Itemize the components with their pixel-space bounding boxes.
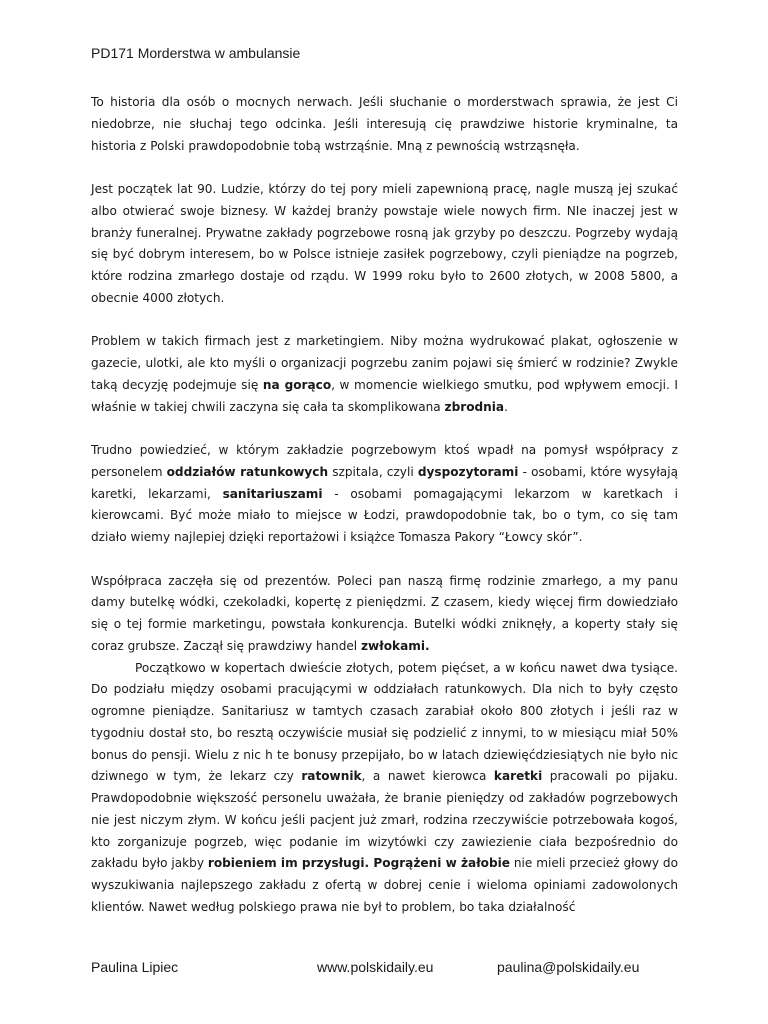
- bold-phrase: sanitariuszami: [222, 486, 323, 501]
- footer-website-link[interactable]: www.polskidaily.eu: [317, 959, 434, 975]
- paragraph-envelopes: [91, 658, 678, 919]
- bold-phrase: karetki: [493, 769, 543, 784]
- paragraph-text: pracowali po pijaku. Prawdopodobnie większość personelu uważała, że branie pieniędzy od zakładów pogrzebowych nie jest niczym złym. W końcu jeśli pacjent już zmarł, rodzina rzeczywiście potrzebowała kogoś, kto zorganizuje pogrzeb, więc podanie im wizytówki czy zawiezienie ciała bezpośrednio do zakładu było jakby: [91, 769, 678, 871]
- paragraph-marketing: [91, 331, 678, 418]
- bold-phrase: zwłokami.: [361, 638, 430, 653]
- paragraph-text: - osobami, które wysyłają karetki, lekarzami,: [91, 464, 678, 501]
- paragraph-text: Jest początek lat 90. Ludzie, którzy do tej pory mieli zapewnioną pracę, nagle muszą jej szukać albo otwierać swoje biznesy. W każdej branży powstaje wiele nowych firm. NIe inaczej jest w branży funeralnej. Prywatne zakłady pogrzebowe rosną jak grzyby po deszczu. Pogrzeby wydają się być dobrym interesem, bo w Polsce istnieje zasiłek pogrzebowy, czyli pieniądze na pogrzeb, które rodzina zmarłego dostaje od rządu. W 1999 roku było to 2600 złotych, w 2008 5800, a obecnie 4000 złotych.: [91, 182, 678, 305]
- footer-email-link[interactable]: paulina@polskidaily.eu: [497, 959, 640, 975]
- paragraph-text: nie mieli przecież głowy do wyszukiwania najlepszego zakładu z ofertą w dobrej cenie i wieloma opiniami zadowolonych klientów. Nawet według polskiego prawa nie był to problem, bo taka działalność: [91, 856, 678, 914]
- paragraph-text: szpitala, czyli: [328, 464, 418, 479]
- bold-phrase: na gorąco: [262, 377, 332, 392]
- paragraph-text: - osobami pomagającymi lekarzom w karetkach i kierowcami. Być może miało to miejsce w Łodzi, prawdopodobnie tak, bo o tym, co się tam działo wiemy najlepiej dzięki reportażowi i książce Tomasza Pakory “Łowcy skór”.: [91, 486, 678, 544]
- paragraph-text: Początkowo w kopertach dwieście złotych, potem pięćset, a w końcu nawet dwa tysiące. Do podziału między osobami pracującymi w oddziałach ratunkowych. Dla nich to były często ogromne pieniądze. Sanitariusz w tamtych czasach zarabiał około 800 złotych i jeśli raz w tygodniu dostał sto, bo resztą oczywiście musiał się podzielić z innymi, to w miesiącu miał 50% bonus do pensji. Wielu z nic h te bonusy przepijało, bo w latach dziewięćdziesiątych nie było nic dziwnego w tym, że lekarz czy: [91, 660, 678, 784]
- paragraph-text: Współpraca zaczęła się od prezentów. Poleci pan naszą firmę rodzinie zmarłego, a my panu damy butelkę wódki, czekoladki, kopertę z pieniędzmi. Z czasem, kiedy więcej firm dowiedziało się o tej formie marketingu, powstała konkurencja. Butelki wódki zniknęły, a koperty stały się coraz grubsze. Zaczął się prawdziwy handel: [91, 573, 678, 653]
- bold-phrase: oddziałów ratunkowych: [166, 464, 329, 479]
- paragraph-text: , a nawet kierowca: [361, 769, 494, 784]
- paragraph-text: To historia dla osób o mocnych nerwach. Jeśli słuchanie o morderstwach sprawia, że jest Ci niedobrze, nie słuchaj tego odcinka. Jeśli interesują cię prawdziwe historie kryminalne, ta historia z Polski prawdopodobnie tobą wstrząśnie. Mną z pewnością wstrząsnęła.: [91, 95, 678, 153]
- paragraph-text: Problem w takich firmach jest z marketingiem. Niby można wydrukować plakat, ogłoszenie w gazecie, ulotki, ale kto myśli o organizacji pogrzebu zanim pojawi się śmierć w rodzinie? Zwykle taką decyzję podejmuje się: [91, 334, 678, 392]
- bold-phrase: dyspozytorami: [417, 464, 519, 479]
- bold-phrase: ratownik: [301, 769, 362, 784]
- paragraph-text: , w momencie wielkiego smutku, pod wpływem emocji. I właśnie w takiej chwili zaczyna się cała ta skomplikowana: [91, 377, 678, 414]
- paragraph-nineties: [91, 179, 678, 310]
- footer-author: Paulina Lipiec: [91, 959, 179, 975]
- paragraph-cooperation: [91, 440, 678, 549]
- paragraph-text: .: [504, 399, 508, 414]
- paragraph-intro: [91, 92, 678, 157]
- paragraph-gifts: [91, 571, 678, 658]
- paragraph-text: Trudno powiedzieć, w którym zakładzie pogrzebowym ktoś wpadł na pomysł współpracy z personelem: [91, 443, 678, 479]
- document-header-title: PD171 Morderstwa w ambulansie: [91, 45, 301, 61]
- bold-phrase: robieniem im przysługi. Pogrążeni w żałobie: [207, 856, 510, 871]
- bold-phrase: zbrodnia: [444, 399, 505, 414]
- document-body: [91, 92, 678, 919]
